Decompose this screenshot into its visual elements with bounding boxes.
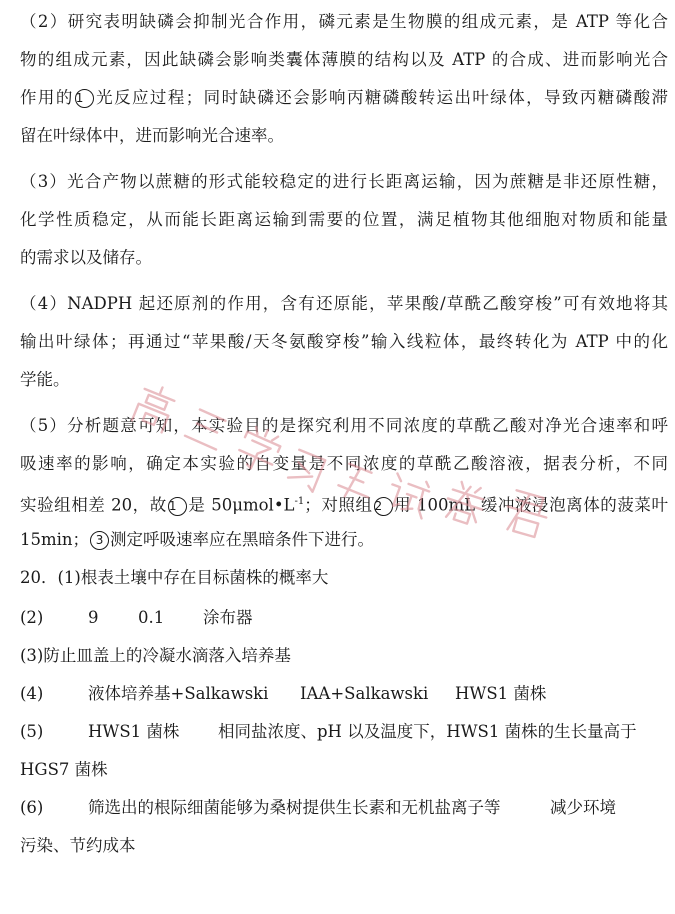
answer-blank: 液体培养基+Salkawski [88,684,269,703]
circled-number: 1 [75,89,94,108]
para-2-line-4: 留在叶绿体中，进而影响光合速率。 [20,126,284,145]
q20-answer-2 [20,608,668,628]
answer-blank: 筛选出的根际细菌能够为桑树提供生长素和无机盐离子等 [88,798,501,817]
answer-blank: 减少环境 [550,798,616,817]
answer-blank: 0.1 [138,608,165,627]
circled-number: 2 [374,497,393,516]
q20-line-1: 20．(1)根表土壤中存在目标菌株的概率大 [20,568,329,587]
para-4-line-1: （4）NADPH 起还原剂的作用，含有还原能，苹果酸/草酰乙酸穿梭”可有效地将其 [20,294,668,313]
answer-blank: 相同盐浓度、pH 以及温度下，HWS1 菌株的生长量高于 [218,722,637,741]
text-segment: 是 50μmol•L [187,495,295,515]
answer-blank: 9 [88,608,99,627]
text-segment: 15min； [20,530,90,549]
q20-answer-6 [20,798,668,818]
text-segment: 用 100mL 缓冲液浸泡离体的菠菜叶 [393,495,668,515]
answer-blank: HWS1 菌株 [88,722,180,741]
text-segment: 光反应过程；同时缺磷还会影响丙糖磷酸转运出叶绿体，导致丙糖磷酸滞 [94,88,669,107]
answer-number: (4) [20,684,44,703]
answer-blank: IAA+Salkawski [300,684,429,703]
text-segment: ；对照组 [304,495,373,515]
text-segment: 作用的 [20,88,74,107]
para-2-line-3 [20,88,668,108]
para-5-line-4 [20,530,668,550]
circled-number: 1 [168,497,187,516]
q20-answer-4 [20,684,668,704]
para-2-line-1: （2）研究表明缺磷会抑制光合作用，磷元素是生物膜的组成元素，是 ATP 等化合 [20,12,668,31]
answer-number: (5) [20,722,44,741]
para-5-line-1: （5）分析题意可知，本实验目的是探究利用不同浓度的草酰乙酸对净光合速率和呼 [20,416,668,435]
para-5-line-2: 吸速率的影响，确定本实验的自变量是不同浓度的草酰乙酸溶液，据表分析，不同 [20,454,668,473]
para-3-line-2: 化学性质稳定，从而能长距离运输到需要的位置，满足植物其他细胞对物质和能量 [20,210,668,229]
superscript: -1 [294,496,305,507]
para-2-line-2: 物的组成元素，因此缺磷会影响类囊体薄膜的结构以及 ATP 的合成、进而影响光合 [20,50,668,69]
q20-answer-6-cont: 污染、节约成本 [20,836,136,855]
para-4-line-3: 学能。 [20,370,70,389]
text-segment: 实验组相差 20，故 [20,495,167,515]
answer-blank: 涂布器 [203,608,253,627]
q20-answer-5 [20,722,668,742]
para-5-line-3 [20,492,668,516]
answer-number: (2) [20,608,44,627]
para-3-line-3: 的需求以及储存。 [20,248,152,267]
q20-line-3: (3)防止皿盖上的冷凝水滴落入培养基 [20,646,291,665]
circled-number: 3 [90,531,109,550]
para-4-line-2: 输出叶绿体；再通过“苹果酸/天冬氨酸穿梭”输入线粒体，最终转化为 ATP 中的化 [20,332,668,351]
text-segment: 测定呼吸速率应在黑暗条件下进行。 [110,530,375,549]
para-3-line-1: （3）光合产物以蔗糖的形式能较稳定的进行长距离运输，因为蔗糖是非还原性糖， [20,172,668,191]
answer-number: (6) [20,798,44,817]
answer-blank: HWS1 菌株 [455,684,547,703]
q20-answer-5-cont: HGS7 菌株 [20,760,108,779]
